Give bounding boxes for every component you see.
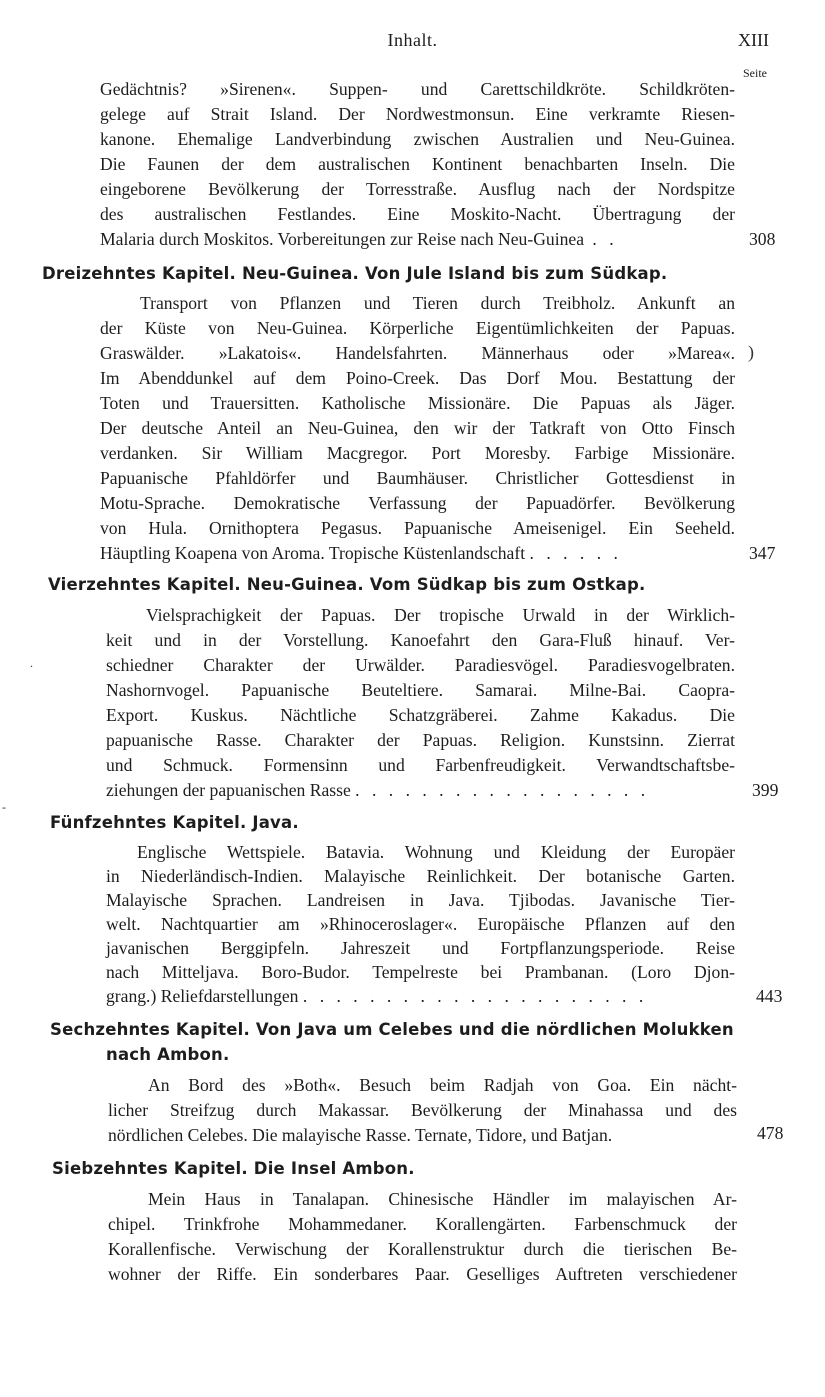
entry-text: grang.) Reliefdarstellungen [106, 986, 299, 1006]
entry-line: eingeborene Bevölkerung der Torresstraße. Ausflug nach der Nordspitze [100, 179, 735, 199]
entry-line: Toten und Trauersitten. Katholische Missionäre. Die Papuas als Jäger. [100, 393, 735, 413]
chapter-heading-continued: nach Ambon. [106, 1045, 230, 1064]
entry-last-line [106, 984, 735, 1008]
entry-line: nach Mitteljava. Boro-Budor. Tempelreste bei Prambanan. (Loro Djon- [106, 962, 735, 982]
entry-line: Papuanische Pfahldörfer und Baumhäuser. Christlicher Gottesdienst in [100, 468, 735, 488]
margin-mark: ) [748, 342, 754, 362]
entry-line: Der deutsche Anteil an Neu-Guinea, den wir der Tatkraft von Otto Finsch [100, 418, 735, 438]
dot-leader: . . . . . . . . . . . . . . . . . . . . . [302, 986, 648, 1006]
entry-line: Transport von Pflanzen und Tieren durch Treibholz. Ankunft an [140, 293, 735, 313]
entry-line: Die Faunen der dem australischen Kontinent benachbarten Inseln. Die [100, 154, 735, 174]
entry-page-number: 308 [749, 229, 776, 249]
entry-line: Vielsprachigkeit der Papuas. Der tropische Urwald in der Wirklich- [146, 605, 735, 625]
entry-line: Gedächtnis? »Sirenen«. Suppen- und Carettschildkröte. Schildkröten- [100, 79, 735, 99]
entry-line: kanone. Ehemalige Landverbindung zwischen Australien und Neu-Guinea. [100, 129, 735, 149]
entry-line: in Niederländisch-Indien. Malayische Reinlichkeit. Der botanische Garten. [106, 866, 735, 886]
running-head-title: Inhalt. [387, 30, 438, 50]
entry-text: Häuptling Koapena von Aroma. Tropische Küstenlandschaft [100, 543, 526, 563]
chapter-heading: Sechzehntes Kapitel. Von Java um Celebes und die nördlichen Molukken [50, 1020, 734, 1039]
entry-last-line [108, 1123, 737, 1147]
entry-line: wohner der Riffe. Ein sonderbares Paar. Geselliges Auftreten verschiedener [108, 1264, 737, 1284]
chapter-heading: Vierzehntes Kapitel. Neu-Guinea. Vom Südkap bis zum Ostkap. [48, 575, 646, 594]
entry-line: licher Streifzug durch Makassar. Bevölkerung der Minahassa und des [108, 1100, 737, 1120]
chapter-heading: Siebzehntes Kapitel. Die Insel Ambon. [52, 1159, 415, 1178]
entry-line: verdanken. Sir William Macgregor. Port Moresby. Farbige Missionäre. [100, 443, 735, 463]
entry-last-line [106, 778, 735, 802]
entry-line: Englische Wettspiele. Batavia. Wohnung und Kleidung der Europäer [137, 842, 735, 862]
entry-line: An Bord des »Both«. Besuch beim Radjah von Goa. Ein nächt- [148, 1075, 737, 1095]
entry-line: javanischen Berggipfeln. Jahreszeit und Fortpflanzungsperiode. Reise [106, 938, 735, 958]
chapter-heading: Dreizehntes Kapitel. Neu-Guinea. Von Jule Island bis zum Südkap. [42, 264, 668, 283]
entry-line: von Hula. Ornithoptera Pegasus. Papuanische Ameisenigel. Ein Seeheld. [100, 518, 735, 538]
page-number: XIII [738, 30, 769, 50]
entry-last-line [100, 227, 735, 251]
entry-page-number: 347 [749, 543, 776, 563]
entry-line: Export. Kuskus. Nächtliche Schatzgräberei. Zahme Kakadus. Die [106, 705, 735, 725]
chapter-heading: Fünfzehntes Kapitel. Java. [50, 813, 299, 832]
entry-page-number: 399 [752, 780, 779, 800]
entry-line: Motu-Sprache. Demokratische Verfassung der Papuadörfer. Bevölkerung [100, 493, 735, 513]
entry-page-number: 443 [756, 986, 783, 1006]
margin-mark: . [30, 656, 33, 670]
entry-text: Malaria durch Moskitos. Vorbereitungen zur Reise nach Neu-Guinea [100, 229, 585, 249]
dot-leader: . . [584, 229, 618, 249]
dot-leader: . . . . . . . . . . . . . . . . . . [355, 780, 650, 800]
entry-line: und Schmuck. Formensinn und Farbenfreudigkeit. Verwandtschaftsbe- [106, 755, 735, 775]
entry-page-number: 478 [757, 1123, 784, 1143]
entry-line: chipel. Trinkfrohe Mohammedaner. Korallengärten. Farbenschmuck der [108, 1214, 737, 1234]
entry-line: papuanische Rasse. Charakter der Papuas. Religion. Kunstsinn. Zierrat [106, 730, 735, 750]
entry-line: Graswälder. »Lakatois«. Handelsfahrten. Männerhaus oder »Marea«. [100, 343, 735, 363]
entry-line: des australischen Festlandes. Eine Moskito-Nacht. Übertragung der [100, 204, 735, 224]
entry-last-line [100, 541, 735, 565]
entry-text: nördlichen Celebes. Die malayische Rasse. Ternate, Tidore, und Batjan. [108, 1125, 613, 1145]
entry-line: Mein Haus in Tanalapan. Chinesische Händler im malayischen Ar- [148, 1189, 737, 1209]
entry-line: welt. Nachtquartier am »Rhinoceroslager«. Europäische Pflanzen auf den [106, 914, 735, 934]
entry-line: Malayische Sprachen. Landreisen in Java. Tjibodas. Javanische Tier- [106, 890, 735, 910]
entry-text: ziehungen der papuanischen Rasse [106, 780, 351, 800]
entry-line: schiedner Charakter der Urwälder. Paradiesvögel. Paradiesvogelbraten. [106, 655, 735, 675]
entry-line: Nashornvogel. Papuanische Beuteltiere. Samarai. Milne-Bai. Caopra- [106, 680, 735, 700]
dot-leader: . . . . . . [529, 543, 622, 563]
entry-line: gelege auf Strait Island. Der Nordwestmonsun. Eine verkramte Riesen- [100, 104, 735, 124]
entry-line: der Küste von Neu-Guinea. Körperliche Eigentümlichkeiten der Papuas. [100, 318, 735, 338]
entry-line: Korallenfische. Verwischung der Korallenstruktur durch die tierischen Be- [108, 1239, 737, 1259]
entry-line: Im Abenddunkel auf dem Poino-Creek. Das Dorf Mou. Bestattung der [100, 368, 735, 388]
margin-mark: - [2, 800, 6, 814]
page-column-label: Seite [743, 66, 767, 80]
entry-line: keit und in der Vorstellung. Kanoefahrt den Gara-Fluß hinauf. Ver- [106, 630, 735, 650]
